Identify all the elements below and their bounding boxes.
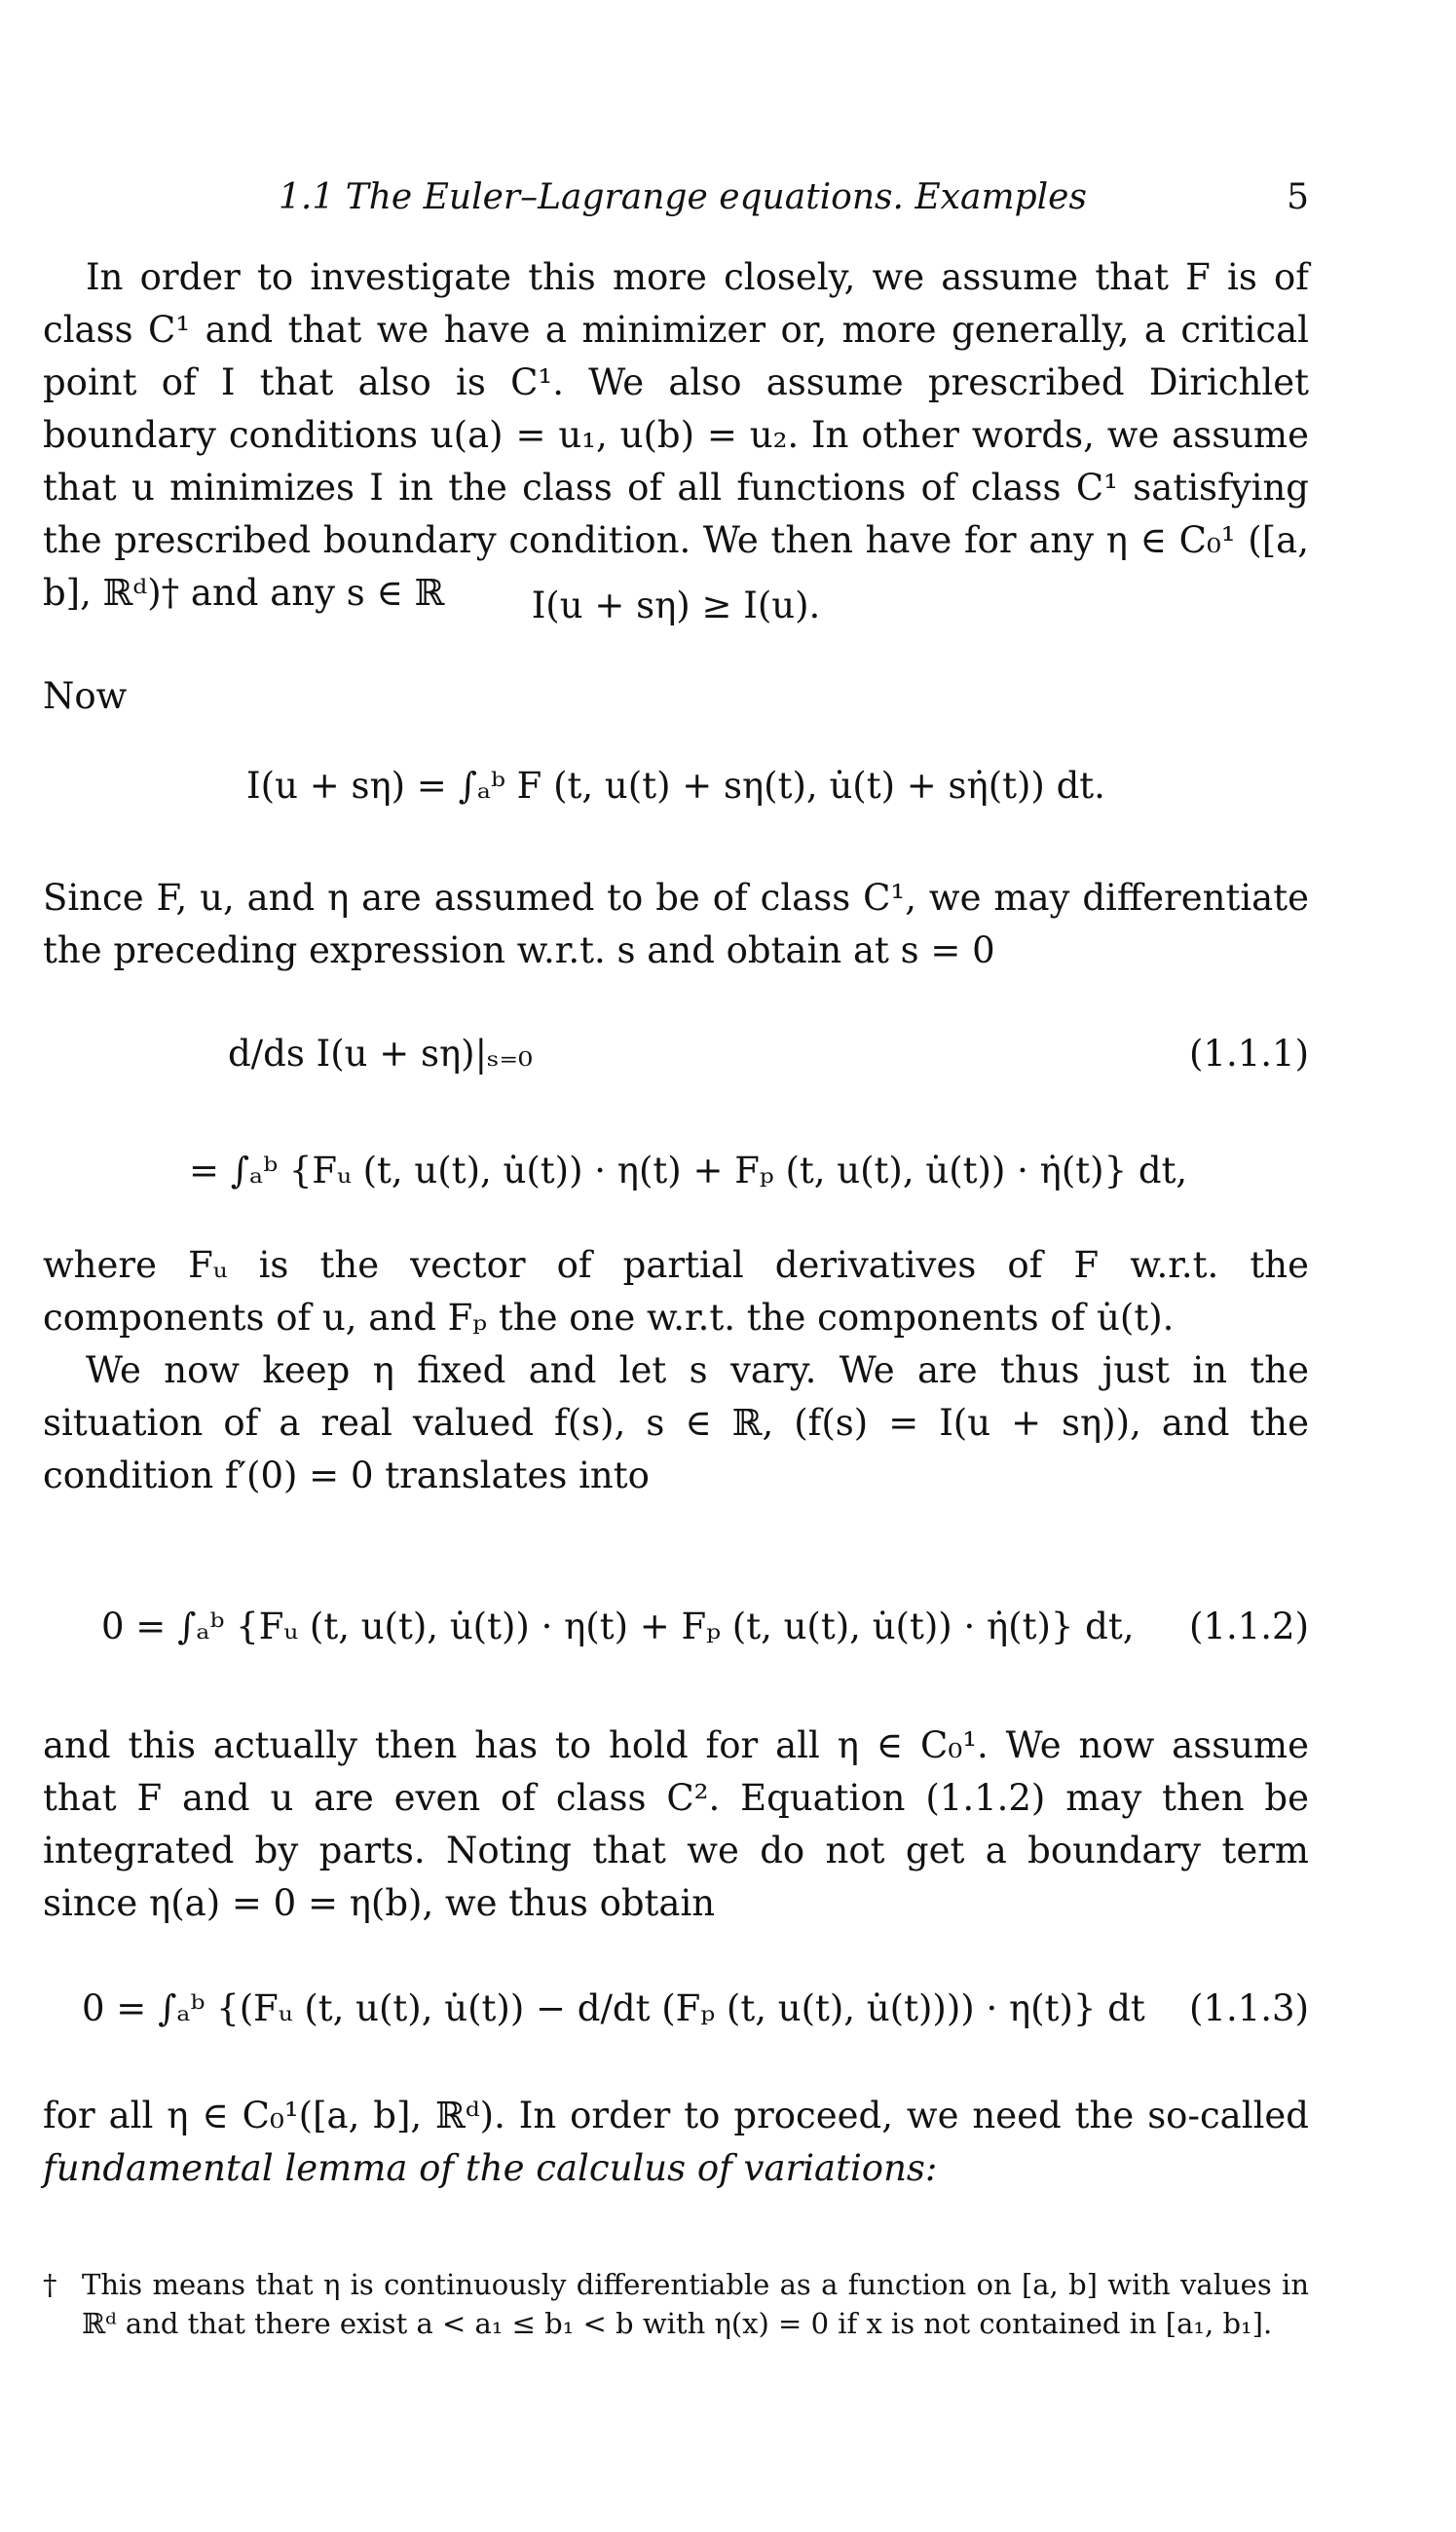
section-title: 1.1 The Euler–Lagrange equations. Examples (279, 177, 1087, 217)
paragraph-5: and this actually then has to hold for all η ∈ C₀¹. We now assume that F and u are even of class C². Equation (1.1.2) may then be integrated by parts. Noting that we do not get a boundary term since η(a) = 0 = η(b), we thus obtain (43, 1724, 1309, 1924)
running-header (43, 173, 1309, 222)
footnote-text: This means that η is continuously differentiable as a function on [a, b] with values in ℝᵈ and that there exist a < a₁ ≤ b₁ < b with η(x) = 0 if x is not contained in [a₁, b₁]. (82, 2268, 1309, 2340)
page-number: 5 (1287, 177, 1309, 217)
paragraph-1: In order to investigate this more closely, we assume that F is of class C¹ and that we have a minimizer or, more generally, a critical point of I that also is C¹. We also assume prescribed Dirichlet boundary conditions u(a) = u₁, u(b) = u₂. In other words, we assume that u minimizes I in the class of all functions of class C¹ satisfying the prescribed boundary condition. We then have for any η ∈ C₀¹ ([a, b], ℝᵈ)† and any s ∈ ℝ (43, 256, 1309, 614)
inequality-equation: I(u + sη) ≥ I(u). (531, 585, 821, 626)
equation-number: (1.1.1) (1188, 1033, 1309, 1075)
paragraph-6: for all η ∈ C₀¹([a, b], ℝᵈ). In order to proceed, we need the so-called fundamental lemma of the calculus of variations: (43, 2095, 1309, 2189)
equation-1-1-1-lhs: d/ds I(u + sη)|ₛ₌₀ (228, 1033, 533, 1075)
equation-number: (1.1.2) (1188, 1606, 1309, 1647)
paragraph-2: Since F, u, and η are assumed to be of class C¹, we may differentiate the preceding expression w.r.t. s and obtain at s = 0 (43, 877, 1309, 971)
lemma-name: fundamental lemma of the calculus of variations: (43, 2147, 938, 2189)
equation-number: (1.1.3) (1188, 1987, 1309, 2029)
equation-1-1-1-rhs: = ∫ₐᵇ {Fᵤ (t, u(t), u̇(t)) · η(t) + Fₚ (t, u(t), u̇(t)) · η̇(t)} dt, (189, 1150, 1188, 1191)
variation-integral-equation: I(u + sη) = ∫ₐᵇ F (t, u(t) + sη(t), u̇(t) + sη̇(t)) dt. (246, 765, 1105, 807)
page: 1.1 The Euler–Lagrange equations. Examples 5 In order to investigate this more closely, we assume that F is of class C¹ and that we have a minimizer or, more generally, a critical point of I that also is C¹. We also assume prescribed Dirichlet boundary conditions u(a) = u₁, u(b) = u₂. In other words, we assume that u minimizes I in the class of all functions of class C¹ satisfying the prescribed boundary condition. We then have for any η ∈ C₀¹ ([a, b], ℝᵈ)† and any s ∈ ℝ I(u + sη) ≥ I(u). Now I(u + sη) = ∫ₐᵇ F (t, u(t) + sη(t), u̇(t) + sη̇(t)) dt. Since F, u, and η are assumed to be of class C¹, we may differentiate the preceding expression w.r.t. s and obtain at s = 0 d/ds I(u + sη)|ₛ₌₀ (1.1.1) = ∫ₐᵇ {Fᵤ (t, u(t), u̇(t)) · η(t) + Fₚ (t, u(t), u̇(t)) · η̇(t)} dt, where Fᵤ is the vector of partial derivatives of F w.r.t. the components of u, and Fₚ the one w.r.t. the components of u̇(t). We now keep η fixed and let s vary. We are thus just in the situation of a real valued f(s), s ∈ ℝ, (f(s) = I(u + sη)), and the condition f′(0) = 0 translates into 0 = ∫ₐᵇ {Fᵤ (t, u(t), u̇(t)) · η(t) + Fₚ (t, u(t), u̇(t)) · η̇(t)} dt, (1.1.2) and this actually then has to hold for all η ∈ C₀¹. We now assume that F and u are even of class C². Equation (1.1.2) may then be integrated by parts. Noting that we do not get a boundary term since η(a) = 0 = η(b), we thus obtain 0 = ∫ₐᵇ {(Fᵤ (t, u(t), u̇(t)) − d/dt (Fₚ (t, u(t), u̇(t)))) · η(t)} dt (1.1.3) for all η ∈ C₀¹([a, b], ℝᵈ). In order to proceed, we need the so-called fundamental lemma of the calculus of variations: † This means that η is continuously differentiable as a function on [a, b] with values in ℝᵈ and that there exist a < a₁ ≤ b₁ < b with η(x) = 0 if x is not contained in [a₁, b₁]. (0, 0, 1456, 2532)
now-label: Now (43, 675, 128, 717)
footnote-marker: † (43, 2268, 57, 2301)
paragraph-3: where Fᵤ is the vector of partial derivatives of F w.r.t. the components of u, and Fₚ the one w.r.t. the components of u̇(t). (43, 1244, 1309, 1339)
paragraph-4: We now keep η fixed and let s vary. We are thus just in the situation of a real valued f(s), s ∈ ℝ, (f(s) = I(u + sη)), and the condition f′(0) = 0 translates into (43, 1349, 1309, 1496)
footnote (43, 2265, 1309, 2343)
